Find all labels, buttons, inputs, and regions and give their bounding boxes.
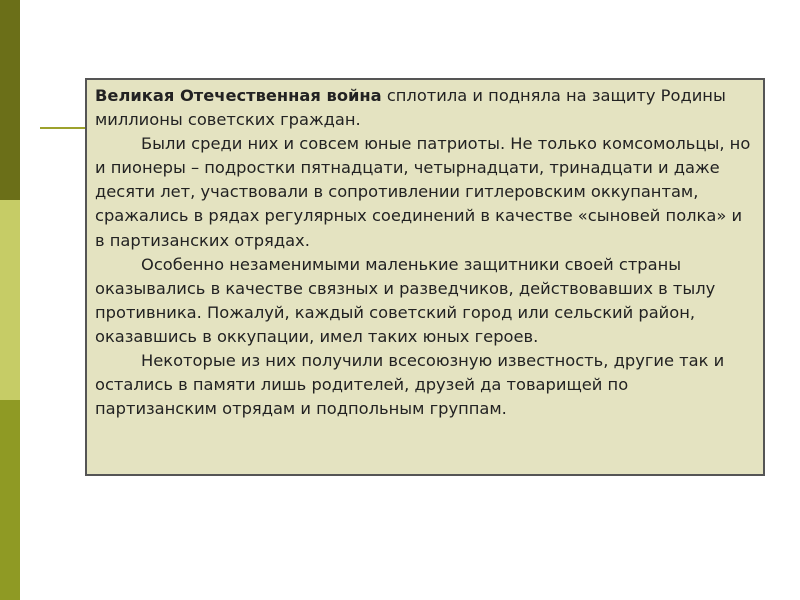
paragraph-3: Особенно незаменимыми маленькие защитники своей страны оказывались в качестве связных и разведчиков, действовавших в тылу противника. Пожалуй, каждый советский город или сельский район, оказавшись в оккупации, имел таких юных героев. xyxy=(95,254,716,346)
paragraph-1-rest: сплотила и подняла на защиту Родины миллионы советских граждан. xyxy=(95,86,726,130)
side-bar-bottom-segment xyxy=(0,400,20,600)
paragraph-1 xyxy=(95,84,755,132)
side-bar-middle-segment xyxy=(0,200,20,400)
text-box xyxy=(85,78,765,476)
paragraph-4: Некоторые из них получили всесоюзную известность, другие так и остались в памяти лишь родителей, друзей да товарищей по партизанским отрядам и подпольным группам. xyxy=(95,351,725,419)
accent-line xyxy=(40,127,85,129)
side-bar-top-segment xyxy=(0,0,20,200)
paragraph-2: Были среди них и совсем юные патриоты. Не только комсомольцы, но и пионеры – подростки пятнадцати, четырнадцати, тринадцати и даже десяти лет, участвовали в сопротивлении гитлеровским оккупантам, сражались в рядах регулярных соединений в качестве «сыновей полка» и в партизанских отрядах. xyxy=(95,134,751,250)
paragraph-1-bold-lead: Великая Отечественная война xyxy=(95,86,382,105)
